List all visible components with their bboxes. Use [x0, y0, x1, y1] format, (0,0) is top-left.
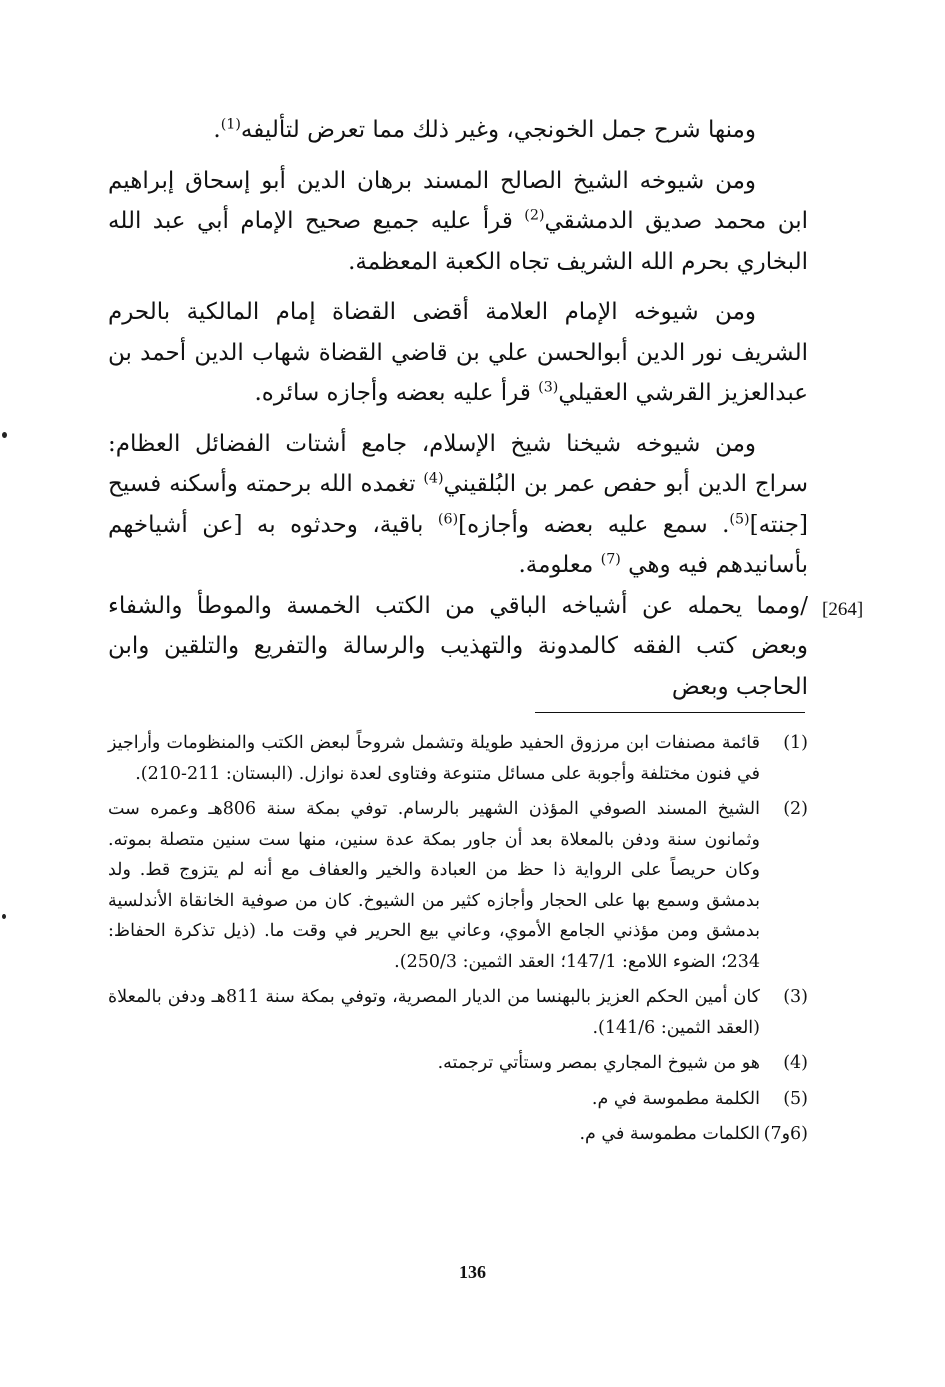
footnote-ref-4[interactable]: (4)	[423, 470, 444, 487]
footnote-text: هو من شيوخ المجاري بمصر وستأتي ترجمته.	[437, 1053, 760, 1073]
footnote-number: (4)	[783, 1053, 808, 1073]
paragraph-1: ومنها شرح جمل الخونجي، وغير ذلك مما تعرض لتأليفه$^{(1)}$.	[213, 116, 756, 143]
main-text	[108, 110, 808, 717]
footnote-text: قائمة مصنفات ابن مرزوق الحفيد طويلة وتشمل شروحاً لبعض الكتب والمنظومات وأراجيز في فنون مختلفة وأجوبة على مسائل متنوعة وفتاوى لعدة نوازل. (البستان: 211-210).	[108, 733, 760, 784]
footnote-5	[108, 1084, 808, 1115]
footnote-number: (6و7)	[763, 1124, 808, 1144]
paragraph-3: ومن شيوخه الإمام العلامة أقضى القضاة إمام المالكية بالحرم الشريف نور الدين أبوالحسن علي بن قاضي القضاة شهاب الدين أحمد بن عبدالعزيز القرشي العقيلي$^{(3)}$ قرأ عليه بعضه وأجازه سائره.	[108, 299, 808, 406]
footnote-4	[108, 1048, 808, 1079]
marginal-folio-reference: [264]	[822, 599, 864, 620]
footnote-ref-6[interactable]: (6)	[437, 510, 459, 527]
footnote-ref-7[interactable]: (7)	[600, 551, 621, 568]
scan-speck	[2, 432, 7, 438]
footnote-number: (2)	[783, 799, 808, 819]
footnote-3	[108, 982, 808, 1043]
footnotes	[108, 728, 808, 1155]
footnote-text: الكلمات مطموسة في م.	[579, 1124, 760, 1144]
paragraph-4: ومن شيوخه شيخنا شيخ الإسلام، جامع أشتات الفضائل العظام: سراج الدين أبو حفص عمر بن البُلقيني$^{(4)}$ تغمده الله برحمته وأسكنه فسيح [جنته]$^{(5)}$. سمع عليه بعضه وأجازه]$^{(6)}$ باقية، وحدثوه به [عن أشياخهم بأسانيدهم فيه وهي $^{(7)}$ معلومة.	[108, 430, 808, 578]
footnote-ref-5[interactable]: (5)	[729, 510, 750, 527]
footnote-text: الكلمة مطموسة في م.	[591, 1088, 760, 1109]
paragraph-5: /ومما يحمله عن أشياخه الباقي من الكتب الخمسة والموطأ والشفاء وبعض كتب الفقه كالمدونة والتهذيب والرسالة والتفريع والتلقين وابن الحاجب وبعض	[108, 592, 808, 700]
footnote-text: كان أمين الحكم العزيز بالبهنسا من الديار المصرية، وتوفي بمكة سنة 811هـ ودفن بالمعلاة (العقد الثمين: 141/6).	[108, 987, 761, 1038]
footnote-number: (1)	[783, 733, 808, 753]
footnote-6-7	[108, 1119, 808, 1150]
page-number: 136	[459, 1262, 486, 1282]
footnote-number: (5)	[783, 1088, 808, 1109]
footnote-ref-1[interactable]: (1)	[220, 116, 241, 133]
footnote-divider	[535, 712, 805, 713]
footnote-ref-2[interactable]: (2)	[524, 207, 545, 224]
paragraph-1-text: ومنها شرح جمل الخونجي، وغير ذلك مما تعرض لتأليفه	[240, 117, 756, 143]
footnote-2	[108, 794, 808, 977]
footnote-text: الشيخ المسند الصوفي المؤذن الشهير بالرسام. توفي بمكة سنة 806هـ وعمره ست وثمانون سنة ودفن بالمعلاة بعد أن جاور بمكة عدة سنين، منها ست سنين متصلة بموته. وكان حريصاً على الرواية ذا حظ من العبادة والخير والعفاف مع أنه لم يتزوج قط. ولد بدمشق وسمع بها على الحجار وأجازه كثير من الشيوخ. كان من صوفية الخانقاة الأندلسية بدمشق ومن مؤذني الجامع الأموي، وعاني بيع الحرير في وقت ما. (ذيل تذكرة الحفاظ: 234؛ الضوء اللامع: 147/1؛ العقد الثمين: 250/3).	[108, 799, 760, 972]
footnote-ref-3[interactable]: (3)	[538, 379, 559, 396]
footnote-1	[108, 728, 808, 789]
scan-speck	[2, 914, 6, 919]
paragraph-2: ومن شيوخه الشيخ الصالح المسند برهان الدين أبو إسحاق إبراهيم ابن محمد صديق الدمشقي$^{(2)}$ قرأ عليه جميع صحيح الإمام أبي عبد الله البخاري بحرم الله الشريف تجاه الكعبة المعظمة.	[108, 167, 808, 275]
footnote-number: (3)	[783, 987, 808, 1007]
